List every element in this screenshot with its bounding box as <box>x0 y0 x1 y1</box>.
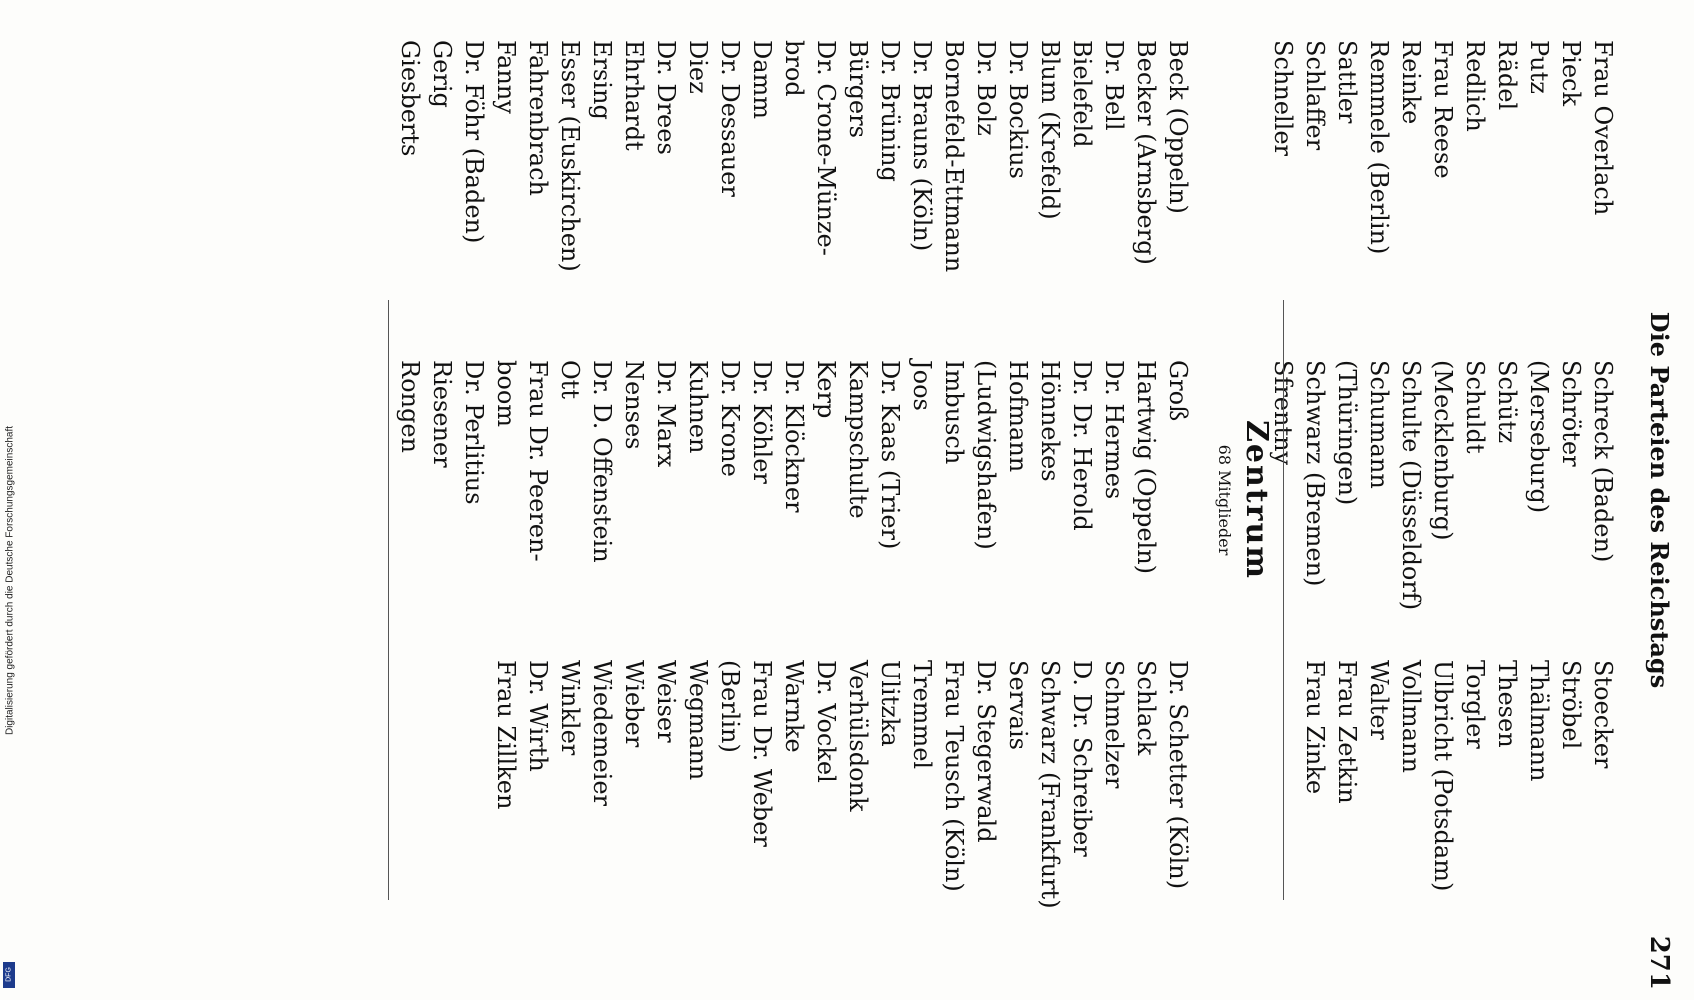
member-name: Vollmann <box>1397 660 1425 773</box>
member-name: Frau Zetkin <box>1333 660 1361 804</box>
member-name: Thesen <box>1493 660 1521 748</box>
member-name: Dr. Drees <box>652 40 680 155</box>
funding-credit: Digitalisierung gefördert durch die Deutsche Forschungsgemeinschaft <box>4 425 16 736</box>
member-name: Frau Zinke <box>1301 660 1329 795</box>
member-name: Ott <box>556 360 584 399</box>
member-name: Giesberts <box>396 40 424 157</box>
member-name: Dr. Bolz <box>972 40 1000 136</box>
member-name: Ulitzka <box>876 660 904 747</box>
member-name: (Thüringen) <box>1333 360 1361 506</box>
member-name: Dr. Bell <box>1100 40 1128 131</box>
member-name: Kerp <box>812 360 840 419</box>
member-name: Reinke <box>1397 40 1425 125</box>
member-name: Warnke <box>780 660 808 753</box>
member-name: Redlich <box>1461 40 1489 132</box>
member-name: Bürgers <box>844 40 872 138</box>
member-name: Esser (Euskirchen) <box>556 40 584 272</box>
column-rule <box>388 600 389 900</box>
member-name: Schütz <box>1493 360 1521 444</box>
member-name: Schlack <box>1132 660 1160 756</box>
member-name: Frau Dr. Peeren- <box>524 360 552 562</box>
member-name: Frau Teusch (Köln) <box>940 660 968 892</box>
member-name: Kampschulte <box>844 360 872 519</box>
section-rule <box>1283 300 1284 600</box>
member-name: Dr. Köhler <box>748 360 776 484</box>
member-name: Schreck (Baden) <box>1589 360 1617 563</box>
top-column-2 <box>1267 360 1619 610</box>
column-rule <box>388 300 389 600</box>
member-name: Dr. Perlitius <box>460 360 488 505</box>
member-name: Schwarz (Bremen) <box>1301 360 1329 587</box>
member-name: D. Dr. Schreiber <box>1068 660 1096 857</box>
top-column-3 <box>1299 660 1619 891</box>
member-name: Becker (Arnsberg) <box>1132 40 1160 265</box>
member-name: Nenses <box>620 360 648 450</box>
member-name: Ströbel <box>1557 660 1585 750</box>
member-name: Hofmann <box>1004 360 1032 473</box>
member-name: (Mecklenburg) <box>1429 360 1457 541</box>
member-name: Dr. Marx <box>652 360 680 468</box>
member-name: Wegmann <box>684 660 712 781</box>
member-name: Dr. Vockel <box>812 660 840 783</box>
member-name: (Berlin) <box>716 660 744 753</box>
running-title: Die Parteien des Reichstags <box>1645 311 1674 689</box>
section-title: Zentrum <box>1239 419 1274 580</box>
member-name: Riesener <box>428 360 456 468</box>
member-name: Dr. D. Offenstein <box>588 360 616 563</box>
member-name: Dr. Brüning <box>876 40 904 182</box>
member-name: Putz <box>1525 40 1553 94</box>
member-name: Wiedemeier <box>588 660 616 807</box>
member-name: Dr. Kaas (Trier) <box>876 360 904 550</box>
zentrum-column-1 <box>394 40 1194 272</box>
member-name: brod <box>780 40 808 97</box>
member-name: Dr. Brauns (Köln) <box>908 40 936 252</box>
member-name: Fanny <box>492 40 520 114</box>
member-name: (Ludwigshafen) <box>972 360 1000 550</box>
member-name: Tremmel <box>908 660 936 770</box>
member-name: Frau Reese <box>1429 40 1457 179</box>
member-name: Dr. Krone <box>716 360 744 477</box>
member-name: Bornefeld-Ettmann <box>940 40 968 273</box>
member-name: boom <box>492 360 520 428</box>
member-name: Groß <box>1164 360 1192 422</box>
member-name: Schumann <box>1365 360 1393 489</box>
member-name: Kuhnen <box>684 360 712 454</box>
member-name: Schulte (Düsseldorf) <box>1397 360 1425 611</box>
member-name: (Merseburg) <box>1525 360 1553 514</box>
member-name: Ulbricht (Potsdam) <box>1429 660 1457 892</box>
member-name: Dr. Dr. Herold <box>1068 360 1096 531</box>
member-name: Dr. Bockius <box>1004 40 1032 179</box>
member-name: Rongen <box>396 360 424 453</box>
member-name: Dr. Klöckner <box>780 360 808 513</box>
member-name: Schwarz (Frankfurt) <box>1036 660 1064 909</box>
dfg-logo-text: DFG <box>5 967 13 982</box>
member-name: Schlaffer <box>1301 40 1329 151</box>
page-number: 271 <box>1644 935 1674 990</box>
member-name: Weiser <box>652 660 680 743</box>
member-name: Sattler <box>1333 40 1361 124</box>
member-name: Frau Dr. Weber <box>748 660 776 847</box>
member-name: Schneller <box>1269 40 1297 157</box>
member-name: Schröter <box>1557 360 1585 467</box>
member-name: Fahrenbrach <box>524 40 552 196</box>
member-name: Joos <box>908 360 936 411</box>
member-name: Rädel <box>1493 40 1521 111</box>
zentrum-column-3 <box>490 660 1194 909</box>
member-name: Damm <box>748 40 776 120</box>
member-name: Servais <box>1004 660 1032 750</box>
member-name: Dr. Föhr (Baden) <box>460 40 488 244</box>
member-name: Hönnekes <box>1036 360 1064 482</box>
member-name: Schuldt <box>1461 360 1489 454</box>
member-name: Sfrentny <box>1269 360 1297 466</box>
section-rule <box>1283 600 1284 900</box>
member-name: Beck (Oppeln) <box>1164 40 1192 214</box>
member-name: Dr. Crone-Münze- <box>812 40 840 256</box>
dfg-logo <box>3 962 15 988</box>
member-name: Schmelzer <box>1100 660 1128 789</box>
member-name: Verhülsdonk <box>844 660 872 812</box>
member-name: Torgler <box>1461 660 1489 749</box>
zentrum-column-2 <box>394 360 1194 574</box>
member-name: Winkler <box>556 660 584 756</box>
member-name: Hartwig (Oppeln) <box>1132 360 1160 575</box>
member-name: Dr. Hermes <box>1100 360 1128 500</box>
member-name: Dr. Stegerwald <box>972 660 1000 843</box>
member-name: Ehrhardt <box>620 40 648 151</box>
section-subtitle: 68 Mitglieder <box>1215 444 1234 556</box>
member-name: Dr. Schetter (Köln) <box>1164 660 1192 890</box>
member-name: Pieck <box>1557 40 1585 107</box>
member-name: Ersing <box>588 40 616 120</box>
member-name: Imbusch <box>940 360 968 465</box>
member-name: Blum (Krefeld) <box>1036 40 1064 220</box>
member-name: Thälmann <box>1525 660 1553 782</box>
member-name: Diez <box>684 40 712 94</box>
member-name: Remmele (Berlin) <box>1365 40 1393 255</box>
member-name: Bielefeld <box>1068 40 1096 148</box>
member-name: Frau Zillken <box>492 660 520 810</box>
member-name: Wieber <box>620 660 648 748</box>
member-name: Dr. Dessauer <box>716 40 744 197</box>
member-name: Dr. Wirth <box>524 660 552 772</box>
top-column-1 <box>1267 40 1619 254</box>
member-name: Frau Overlach <box>1589 40 1617 216</box>
member-name: Stoecker <box>1589 660 1617 769</box>
member-name: Walter <box>1365 660 1393 740</box>
member-name: Gerig <box>428 40 456 108</box>
page-header <box>1634 0 1674 1000</box>
